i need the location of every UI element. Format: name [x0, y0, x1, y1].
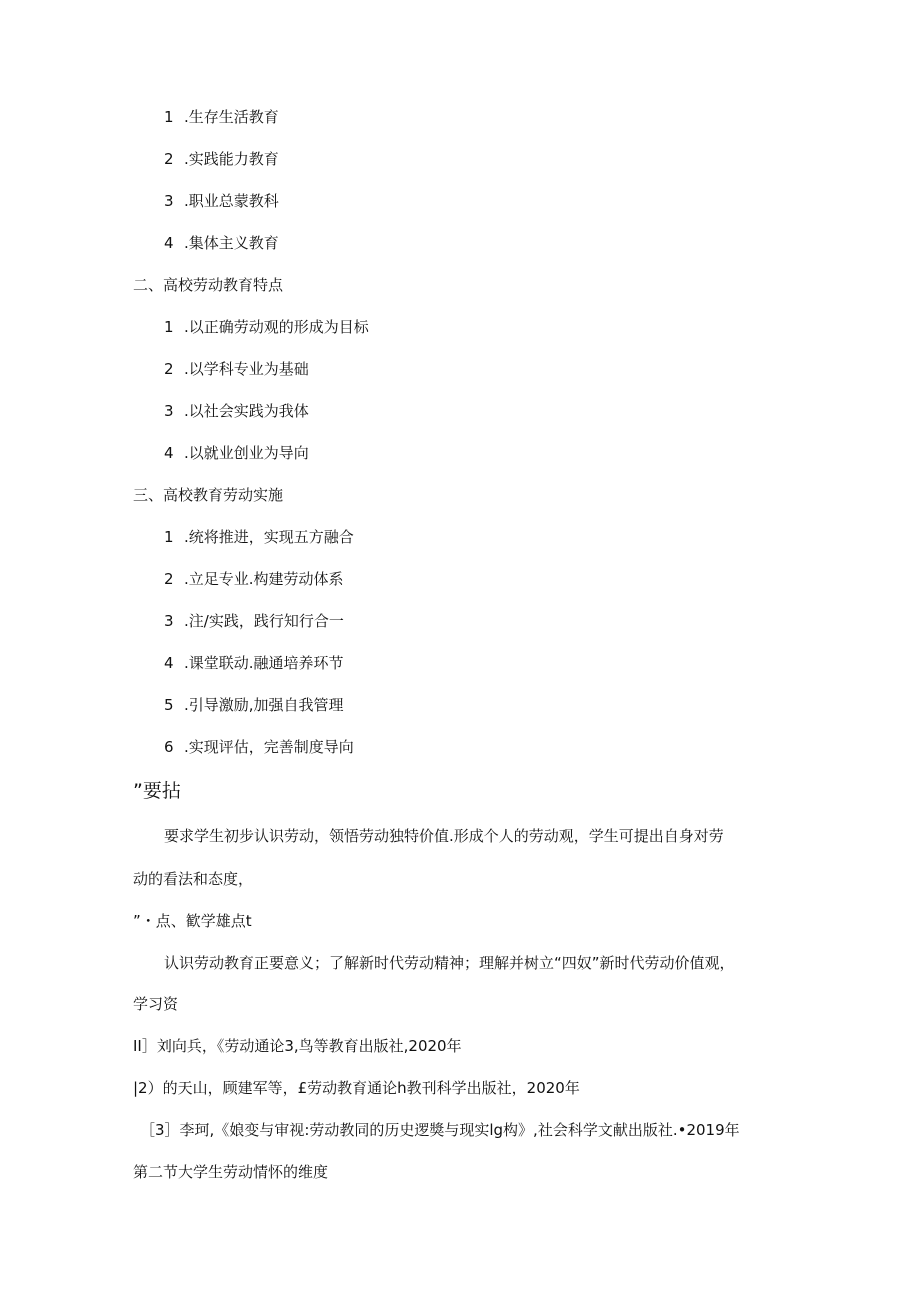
- item-number: 5: [164, 696, 174, 714]
- list-item: [164, 401, 309, 421]
- list-item: [164, 695, 344, 715]
- item-number: 4: [164, 234, 174, 252]
- item-text: .生存生活教育: [184, 108, 279, 126]
- item-text: .以正确劳动观的形成为目标: [184, 318, 369, 336]
- reference-item: II］刘向兵，《劳动通论3,鸟等教育出版社,2020年: [133, 1037, 462, 1055]
- section-title: 第二节大学生劳动情怀的维度: [133, 1163, 329, 1181]
- list-item: [164, 653, 344, 673]
- item-text: .统将推进，实现五方融合: [184, 528, 354, 546]
- points-heading: ”要拈: [133, 780, 181, 802]
- list-item: [164, 737, 354, 757]
- item-number: 2: [164, 360, 174, 378]
- item-number: 1: [164, 318, 174, 336]
- item-text: .职业总蒙教科: [184, 192, 279, 210]
- item-number: 2: [164, 150, 174, 168]
- list-item: [164, 233, 279, 253]
- item-text: .立足专业.构建劳动体系: [184, 570, 344, 588]
- reference-item: ［3］李珂,《娘变与审视:劳动教同的历史逻獎与现实lg构》,社会科学文献出版社.•2019年: [140, 1121, 740, 1139]
- item-number: 3: [164, 192, 174, 210]
- paragraph-line: 动的看法和态度，: [133, 870, 254, 888]
- item-number: 4: [164, 654, 174, 672]
- item-number: 1: [164, 108, 174, 126]
- item-text: .集体主义教育: [184, 234, 279, 252]
- list-item: [164, 611, 344, 631]
- item-number: 1: [164, 528, 174, 546]
- list-item: [164, 149, 279, 169]
- list-item: [164, 107, 279, 127]
- list-item: [164, 191, 279, 211]
- item-number: 2: [164, 570, 174, 588]
- item-number: 4: [164, 444, 174, 462]
- reference-item: |2）的天山，顾建军等，£劳动教育通论h教刊科学出版社，2020年: [133, 1079, 580, 1097]
- item-text: .以学科专业为基础: [184, 360, 309, 378]
- list-item: [164, 443, 309, 463]
- section-heading-features: 二、高校劳动教育特点: [133, 276, 284, 294]
- item-text: .课堂联动.融通培养环节: [184, 654, 344, 672]
- section-heading-implementation: 三、高校教育劳动实施: [133, 486, 284, 504]
- item-text: .实现评估，完善制度导向: [184, 738, 354, 756]
- item-text: .注/实践，践行知行合一: [184, 612, 344, 630]
- paragraph-line: 学习资: [133, 995, 179, 1013]
- list-item: [164, 527, 354, 547]
- paragraph-line: 认识劳动教育正要意义；了解新时代劳动精神；理解并树立“四奴”新时代劳动价值观，: [164, 954, 735, 972]
- item-number: 6: [164, 738, 174, 756]
- list-item: [164, 569, 344, 589]
- item-number: 3: [164, 402, 174, 420]
- paragraph-line: 要求学生初步认识劳动，领悟劳动独特价值.形成个人的劳动观，学生可提出自身对劳: [164, 827, 724, 845]
- list-item: [164, 317, 369, 337]
- item-text: .以就业创业为导向: [184, 444, 309, 462]
- item-number: 3: [164, 612, 174, 630]
- key-points-heading: ”・点、歓学雄点t: [133, 912, 252, 930]
- item-text: .引导激励,加强自我管理: [184, 696, 344, 714]
- item-text: .以社会实践为我体: [184, 402, 309, 420]
- list-item: [164, 359, 309, 379]
- item-text: .实践能力教育: [184, 150, 279, 168]
